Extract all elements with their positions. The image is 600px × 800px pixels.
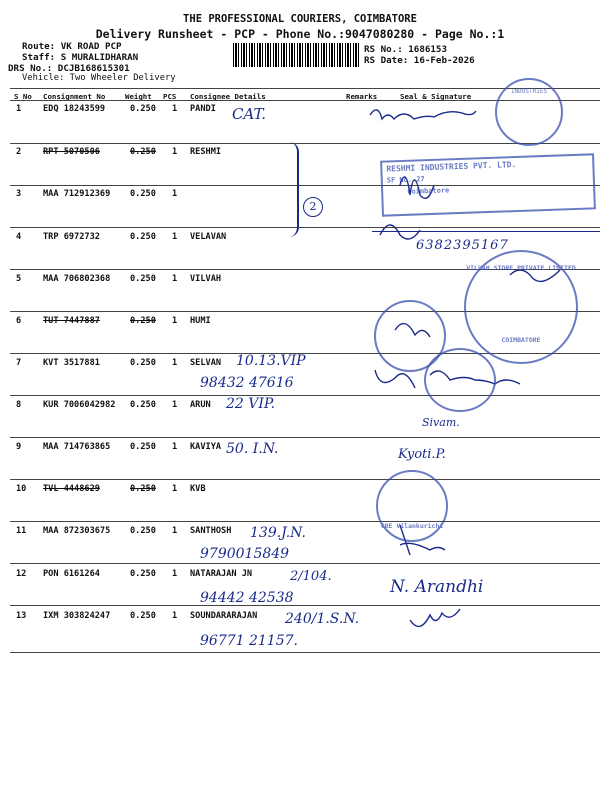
handwritten-sig-row8: Sivam. — [422, 416, 460, 429]
rs-date: RS Date: 16-Feb-2026 — [364, 55, 475, 66]
row-consignment-no: TVL 4448629 — [43, 484, 100, 494]
row-consignment-no: KUR 7006042982 — [43, 400, 116, 410]
row-pcs: 1 — [172, 147, 178, 157]
row-sno: 11 — [16, 526, 27, 536]
row-weight: 0.250 — [130, 274, 156, 284]
row-weight: 0.250 — [130, 569, 156, 579]
barcode — [233, 43, 360, 67]
reshmi-stamp-line2: SF No. 27 — [386, 175, 425, 185]
handwritten-sig-row9: Kyoti.P. — [398, 447, 446, 462]
row-sno: 5 — [16, 274, 22, 284]
row-consignee-name: PANDI — [190, 104, 216, 114]
row-weight: 0.250 — [130, 232, 156, 242]
row-pcs: 1 — [172, 484, 178, 494]
reshmi-stamp-line1: RESHMI INDUSTRIES PVT. LTD. — [386, 160, 517, 174]
kvb-stamp-text: CBE Vilankurichi — [380, 522, 444, 530]
col-weight: Weight — [125, 92, 152, 101]
row-consignment-no: MAA 712912369 — [43, 189, 111, 199]
vilvah-stamp-bottom: COIMBATORE — [501, 336, 541, 344]
row-sno: 3 — [16, 189, 22, 199]
row-consignee-name: HUMI — [190, 316, 211, 326]
runsheet-subtitle: Delivery Runsheet - PCP - Phone No.:9047080280 - Page No.:1 — [95, 27, 505, 41]
handwritten-bracket — [287, 142, 299, 237]
row-weight: 0.250 — [130, 442, 156, 452]
row-consignee-name: SANTHOSH — [190, 526, 232, 536]
reshmi-company-stamp — [380, 153, 596, 216]
row-pcs: 1 — [172, 526, 178, 536]
handwritten-phone-row12: 94442 42538 — [200, 590, 294, 606]
row-consignment-no: EDQ 18243599 — [43, 104, 106, 114]
handwritten-note-row11: 139.J.N. — [250, 525, 306, 541]
row-pcs: 1 — [172, 358, 178, 368]
handwritten-phone-row11: 9790015849 — [200, 546, 290, 562]
row-sno: 13 — [16, 611, 27, 621]
row-sno: 2 — [16, 147, 22, 157]
row-consignment-no: TUT 7447887 — [43, 316, 100, 326]
row-weight: 0.250 — [130, 104, 156, 114]
row-consignee-name: KAVIYA — [190, 442, 222, 452]
row-pcs: 1 — [172, 442, 178, 452]
col-consignment: Consignment No — [43, 92, 106, 101]
handwritten-note-row8: 22 VIP. — [226, 396, 275, 412]
row-weight: 0.250 — [130, 484, 156, 494]
signature-row1 — [370, 110, 476, 119]
row-pcs: 1 — [172, 232, 178, 242]
seal-stamp-row7 — [424, 348, 496, 412]
reshmi-stamp-line3: Coimbatore — [407, 186, 450, 196]
drs-label: DRS No.: DCJB168615301 — [8, 63, 130, 74]
col-pcs: PCS — [163, 92, 177, 101]
row-sno: 9 — [16, 442, 22, 452]
row-weight: 0.250 — [130, 189, 156, 199]
rs-number: RS No.: 1686153 — [364, 44, 447, 55]
col-remarks: Remarks — [346, 92, 378, 101]
row-consignment-no: PON 6161264 — [43, 569, 100, 579]
row-pcs: 1 — [172, 104, 178, 114]
row-consignee-name: VILVAH — [190, 274, 222, 284]
row-weight: 0.250 — [130, 526, 156, 536]
row-pcs: 1 — [172, 611, 178, 621]
row-weight: 0.250 — [130, 400, 156, 410]
row-consignment-no: IXM 303824247 — [43, 611, 111, 621]
handwritten-note-row1: CAT. — [232, 105, 267, 123]
seal-stamp-row1 — [495, 78, 563, 146]
row-pcs: 1 — [172, 316, 178, 326]
handwritten-phone-row4: 6382395167 — [416, 238, 509, 253]
handwritten-note-row12: 2/104. — [290, 569, 332, 584]
kvb-bank-stamp — [376, 470, 448, 542]
row-consignee-name: NATARAJAN JN — [190, 569, 253, 579]
row-consignee-name: VELAVAN — [190, 232, 227, 242]
row-weight: 0.250 — [130, 611, 156, 621]
col-sno: S No — [14, 92, 32, 101]
row-sno: 10 — [16, 484, 27, 494]
handwritten-phone-row13: 96771 21157. — [200, 633, 298, 649]
handwritten-phone-row7: 98432 47616 — [200, 375, 294, 391]
col-consignee: Consignee Details — [190, 92, 266, 101]
row-pcs: 1 — [172, 274, 178, 284]
row-sno: 12 — [16, 569, 27, 579]
row-pcs: 1 — [172, 569, 178, 579]
row-consignment-no: MAA 714763865 — [43, 442, 111, 452]
row-sno: 8 — [16, 400, 22, 410]
row-pcs: 1 — [172, 400, 178, 410]
row-consignment-no: MAA 872303675 — [43, 526, 111, 536]
row-consignee-name: RESHMI — [190, 147, 222, 157]
col-seal-signature: Seal & Signature — [400, 92, 472, 101]
row-weight: 0.250 — [130, 358, 156, 368]
handwritten-note-row13: 240/1.S.N. — [285, 611, 360, 627]
handwritten-note-row7: 10.13.VIP — [236, 353, 306, 369]
handwritten-note-row9: 50. I.N. — [226, 441, 279, 457]
row-consignment-no: KVT 3517881 — [43, 358, 100, 368]
vilvah-stamp-outer: VILVAH STORE PRIVATE LIMITED — [466, 264, 576, 272]
row-sno: 4 — [16, 232, 22, 242]
handwritten-circled-number: 2 — [303, 197, 323, 217]
signature-row4 — [380, 225, 420, 239]
row-pcs: 1 — [172, 189, 178, 199]
signature-row13 — [410, 609, 460, 626]
row-consignee-name: ARUN — [190, 400, 211, 410]
row-consignment-no: TRP 6972732 — [43, 232, 100, 242]
row-consignment-no: RPT 5070506 — [43, 147, 100, 157]
row-sno: 1 — [16, 104, 22, 114]
row-consignee-name: SOUNDARARAJAN — [190, 611, 258, 621]
seal-stamp-row1-text: INDUSTRIES — [510, 88, 548, 95]
row-consignee-name: SELVAN — [190, 358, 222, 368]
row-sno: 7 — [16, 358, 22, 368]
row-consignee-name: KVB — [190, 484, 206, 494]
vehicle-label: Vehicle: Two Wheeler Delivery — [22, 73, 176, 83]
row-weight: 0.250 — [130, 316, 156, 326]
route-label: Route: VK ROAD PCP — [22, 41, 122, 52]
vilvah-store-stamp — [464, 250, 578, 364]
handwritten-sig-row12: N. Arandhi — [390, 577, 484, 597]
row-sno: 6 — [16, 316, 22, 326]
company-title: THE PROFESSIONAL COURIERS, COIMBATORE — [183, 13, 417, 25]
staff-label: Staff: S MURALIDHARAN — [22, 52, 139, 63]
row-weight: 0.250 — [130, 147, 156, 157]
row-consignment-no: MAA 706802368 — [43, 274, 111, 284]
